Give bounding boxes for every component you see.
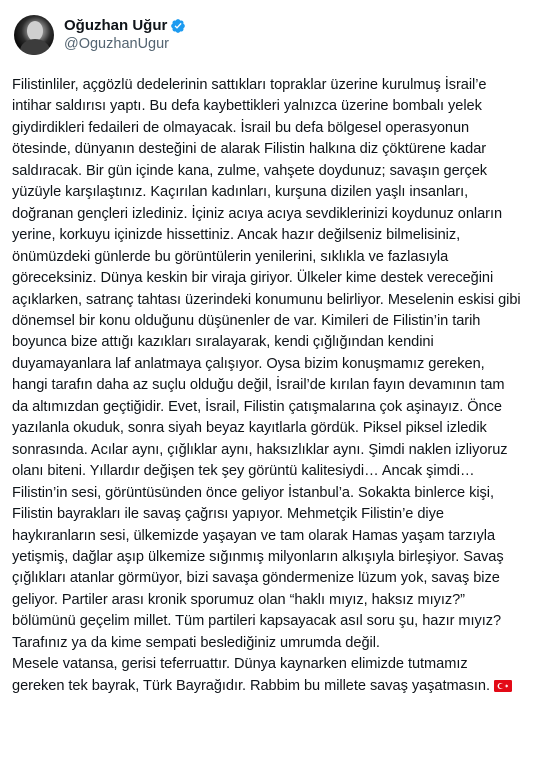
name-row xyxy=(64,16,186,35)
handle[interactable]: @OguzhanUgur xyxy=(64,36,169,52)
verified-badge-icon xyxy=(170,18,186,34)
tweet-text xyxy=(12,75,523,697)
author-names xyxy=(64,16,186,54)
avatar[interactable] xyxy=(14,15,54,55)
turkey-flag-icon xyxy=(494,680,512,692)
tweet-header xyxy=(12,10,523,60)
display-name[interactable]: Oğuzhan Uğur xyxy=(64,17,168,34)
tweet-text-content: Filistinliler, açgözlü dedelerinin sattıkları topraklar üzerine kurulmuş İsrail’e intihar saldırısı yaptı. Bu defa kaybettikleri yalnızca üzerine bombalı yelek giydirdikleri fedaileri de olmayacak. İsrail bu defa bölgesel operasyonun ötesinde, dünyanın desteğini de alarak Filistin halkına diz çöktürene kadar saldıracak. Bir gün içinde kana, zulme, vahşete doydunuz; savaşın gerçek yüzüyle karşılaştınız. Kaçırılan kadınları, kurşuna dizilen yaşlı insanları, doğranan gençleri izlediniz. İçiniz acıya acıya sevdiklerinizi koydunuz onların yerine, korkuyu içinizde hissettiniz. Ancak hazır değilseniz bilmelisiniz, önümüzdeki günlerde bu görüntülerin yenilerini, sıklıkla ve fazlasıyla göreceksiniz. Dünya keskin bir viraja giriyor. Ülkeler kime destek vereceğini açıklarken, satranç tahtası üzerindeki konumunu belirliyor. Meselenin eskisi gibi dönemsel bir konu olduğunu düşünenler de var. Kimileri de Filistin’in tarih boyunca bize attığı kazıkları sıralayarak, kendi çığlığından kendini duyamayanlara laf anlatmaya çalışıyor. Oysa bizim konuşmamız gereken, hangi tarafın daha az suçlu olduğu değil, İsrail’de kırılan fayın devamının tam da altımızdan geçtiğidir. Evet, İsrail, Filistin çatışmalarına çok aşinayız. Önce yazılanla okuduk, sonra siyah beyaz kayıtlarla gördük. Piksel piksel izledik sonrasında. Acılar aynı, çığlıklar aynı, haksızlıklar aynı. Şimdi naklen izliyoruz olanı biteni. Yıllardır değişen tek şey görüntü kalitesiydi… Ancak şimdi… Filistin’in sesi, görüntüsünden önce geliyor İstanbul’a. Sokakta binlerce kişi, Filistin bayrakları ile savaş çağrısı yapıyor. Mehmetçik Filistin’e diye haykıranların sesi, ülkemizde yaşayan ve tam olarak Hamas yaşam tarzıyla yetişmiş, dağlar aşıp ülkemize sığınmış milyonların alkışıyla birleşiyor. Savaş çığlıkları atanlar görmüyor, bizi savaşa göndermenize lüzum yok, savaş bize geliyor. Partiler arası kronik sporumuz olan “haklı mıyız, haksız mıyız?” bölümünü geçelim millet. Tüm partileri kapsayacak asıl soru şu, hazır mıyız? Tarafınız ya da kime sempati beslediğiniz umrumda değil. Mesele vatansa, gerisi teferruattır. Dünya kaynarken elimizde tutmamız gereken tek bayrak, Türk Bayrağıdır. Rabbim bu millete savaş yaşatmasın. xyxy=(12,77,521,694)
